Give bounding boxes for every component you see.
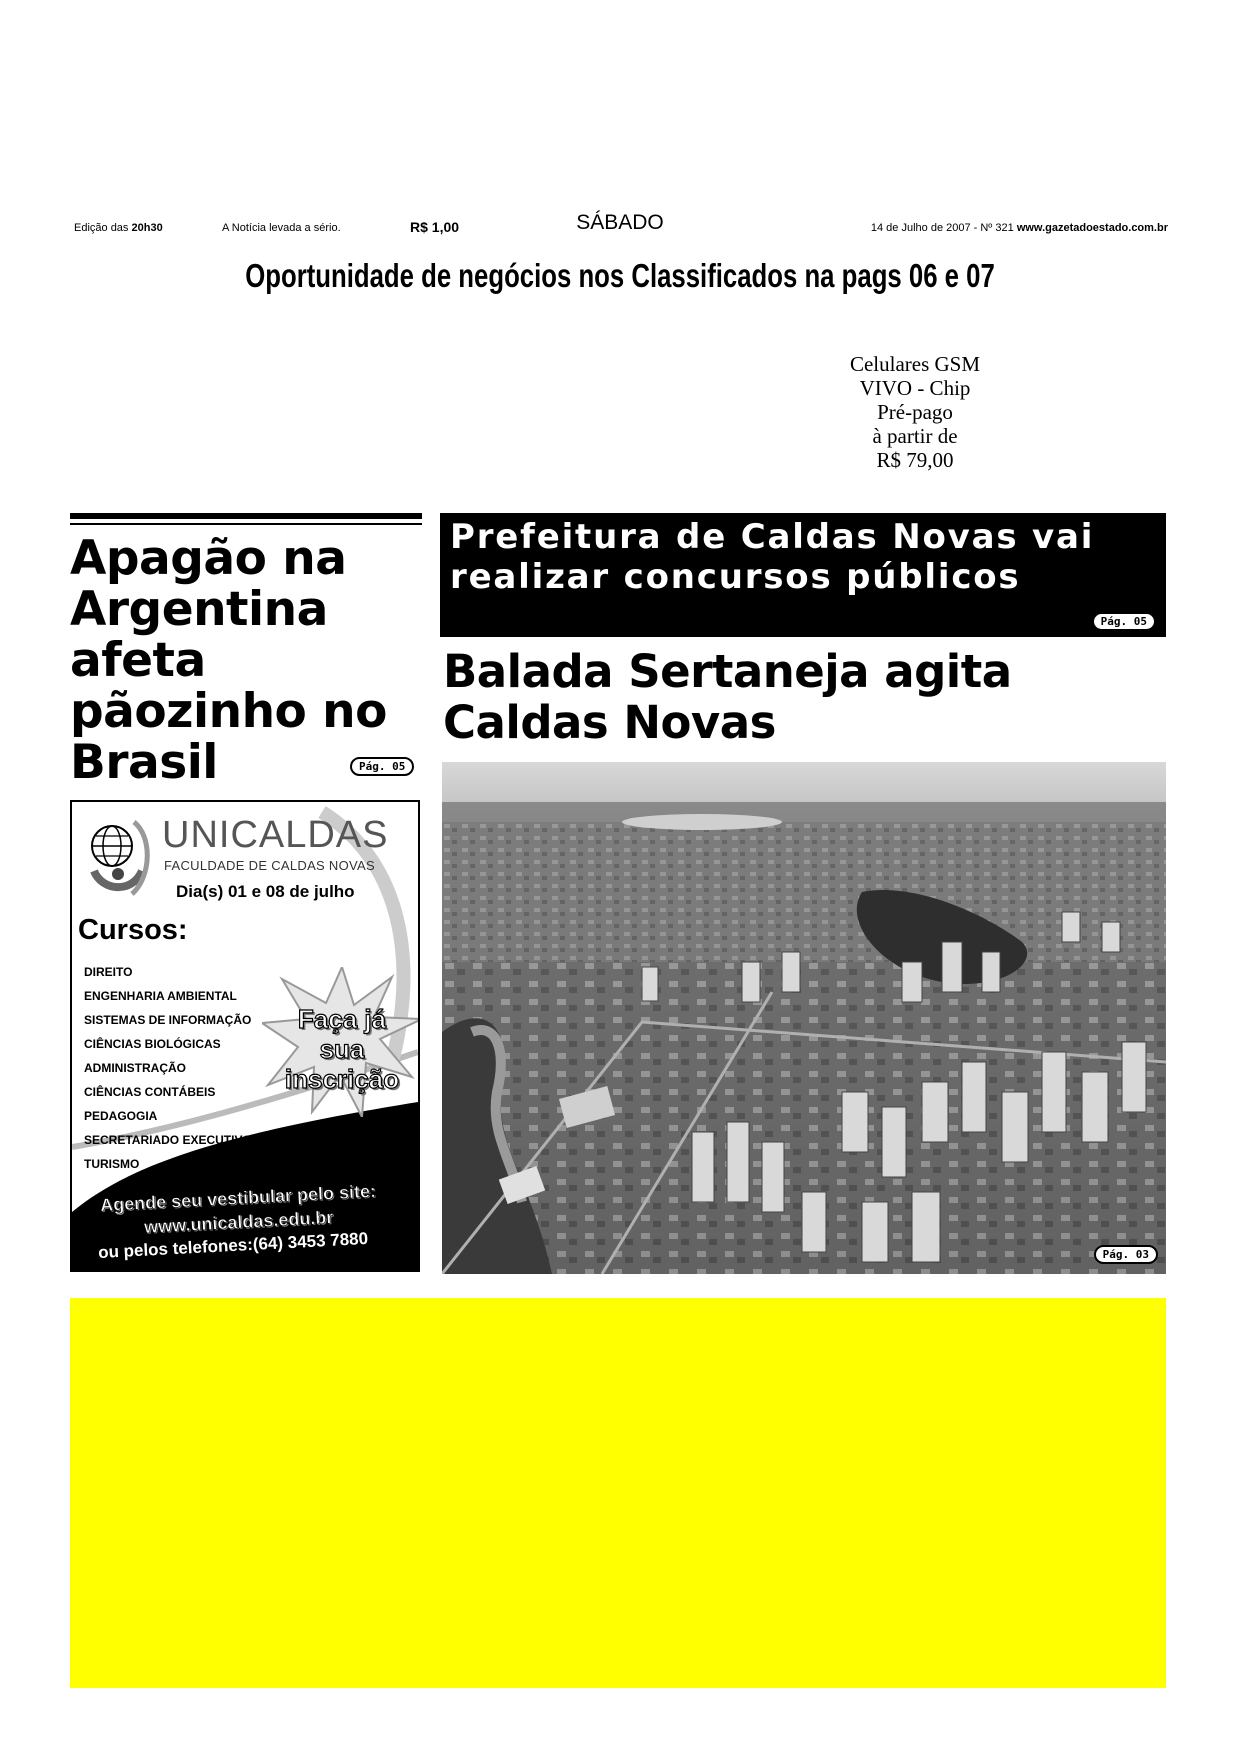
course-item: CIÊNCIAS CONTÁBEIS — [84, 1085, 216, 1099]
column-rule — [70, 513, 422, 519]
weekday: SÁBADO — [576, 211, 664, 234]
column-rule — [70, 523, 422, 525]
phone-ad-line: Pré-pago — [877, 400, 953, 424]
headline-balada[interactable]: Balada Sertaneja agita Caldas Novas — [443, 645, 1012, 749]
cta-line: sua — [319, 1034, 365, 1064]
course-item: CIÊNCIAS BIOLÓGICAS — [84, 1037, 221, 1051]
cta-line: Faça já — [297, 1004, 387, 1034]
course-item: ENGENHARIA AMBIENTAL — [84, 989, 237, 1003]
headline-prefeitura: Prefeitura de Caldas Novas vai realizar concursos públicos — [450, 517, 1095, 597]
price: R$ 1,00 — [410, 219, 460, 235]
classifieds-banner: Oportunidade de negócios nos Classificados na pags 06 e 07 — [245, 257, 995, 294]
edition-prefix: Edição das — [74, 222, 129, 234]
course-item: SECRETARIADO EXECUTIVO — [84, 1133, 252, 1147]
cta-line: inscrição — [284, 1064, 400, 1094]
phone-ad — [810, 352, 1020, 472]
phone-ad-line: à partir de — [872, 424, 958, 448]
ad-phone: ou pelos telefones:(64) 3453 7880 — [97, 1228, 369, 1263]
ad-subtitle: FACULDADE DE CALDAS NOVAS — [164, 858, 375, 873]
ad-brand-name: UNICALDAS — [162, 814, 389, 856]
course-item: ADMINISTRAÇÃO — [84, 1061, 186, 1075]
headline-apagao[interactable]: Apagão na Argentina afeta pãozinho no Brasil — [70, 531, 387, 790]
enroll-callout — [267, 1004, 417, 1094]
page-ref-badge[interactable]: Pág. 03 — [1094, 1245, 1158, 1264]
ad-dates: Dia(s) 01 e 08 de julho — [176, 882, 355, 901]
aerial-photo-illustration — [442, 762, 1166, 1274]
phone-ad-line: Celulares GSM — [849, 352, 981, 376]
yellow-ad-space — [70, 1298, 1166, 1688]
ad-url-link[interactable]: www.unicaldas.edu.br — [143, 1207, 334, 1237]
page-ref-badge[interactable]: Pág. 05 — [1092, 612, 1156, 631]
course-item: DIREITO — [84, 965, 133, 979]
phone-ad-line: R$ 79,00 — [876, 448, 954, 472]
course-list — [84, 960, 252, 1176]
prefeitura-story-box[interactable] — [440, 513, 1166, 637]
phone-ad-line: VIVO - Chip — [859, 376, 971, 400]
edition-time: 20h30 — [131, 222, 163, 234]
courses-title: Cursos: — [78, 914, 188, 946]
slogan: A Notícia levada a sério. — [222, 222, 341, 234]
ad-site-prompt: Agende seu vestibular pelo site: — [99, 1180, 377, 1216]
unicaldas-ad[interactable] — [70, 800, 420, 1272]
globe-logo-icon — [82, 816, 152, 902]
dateline — [871, 222, 1168, 234]
issue-date: 14 de Julho de 2007 - Nº 321 — [870, 222, 1014, 234]
course-item: TURISMO — [84, 1157, 140, 1171]
course-item: SISTEMAS DE INFORMAÇÃO — [84, 1013, 252, 1027]
page-ref-badge[interactable]: Pág. 05 — [350, 757, 414, 776]
edition-label — [74, 222, 163, 234]
aerial-city-photo — [442, 762, 1166, 1274]
website-link[interactable]: www.gazetadoestado.com.br — [1016, 222, 1168, 234]
course-item: PEDAGOGIA — [84, 1109, 158, 1123]
